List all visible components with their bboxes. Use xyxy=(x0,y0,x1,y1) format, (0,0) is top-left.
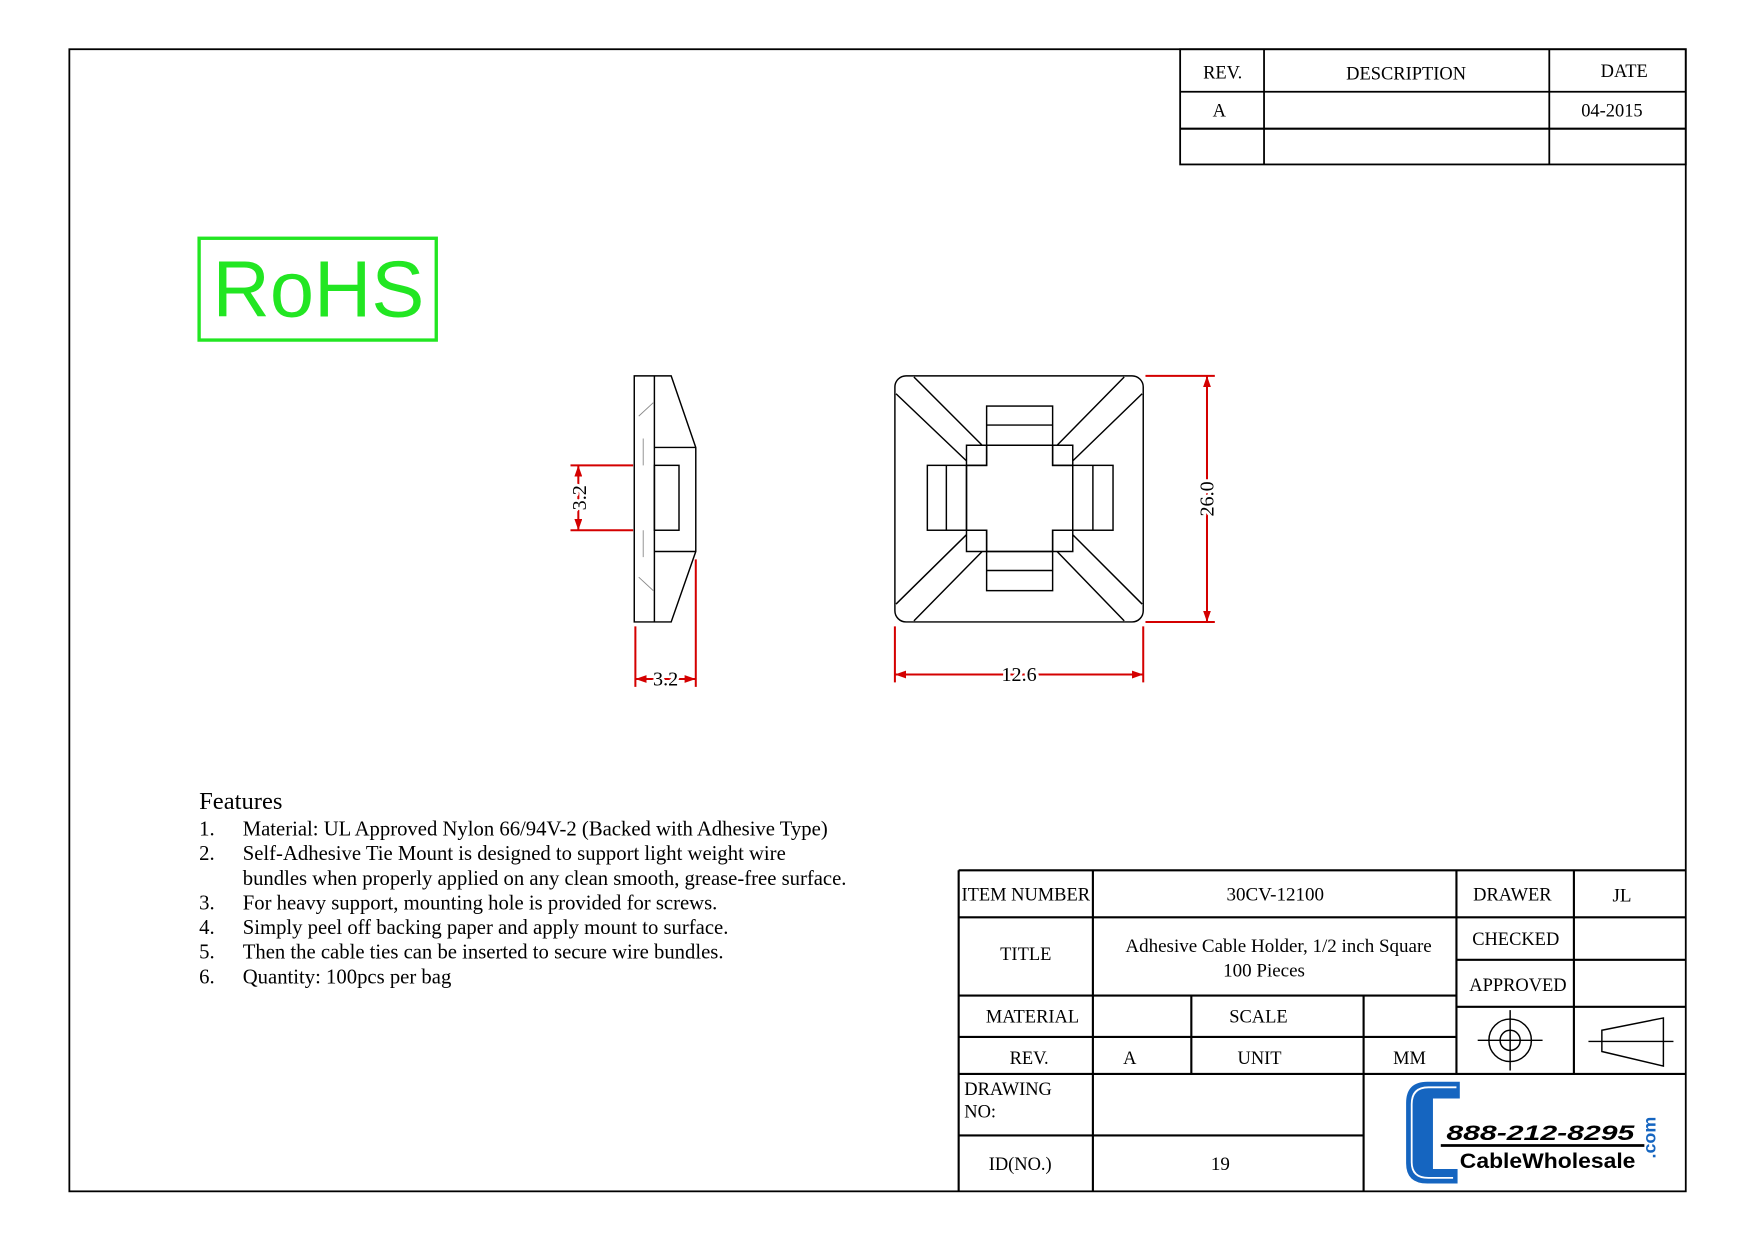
revision-row-date: 04-2015 xyxy=(1581,100,1643,121)
feature-text: For heavy support, mounting hole is provided for screws. xyxy=(242,892,718,915)
feature-number: 1. xyxy=(199,818,215,841)
unit-label: UNIT xyxy=(1237,1047,1282,1068)
revision-row-rev: A xyxy=(1212,100,1226,121)
side-view-outline xyxy=(634,376,696,622)
revision-table xyxy=(1180,49,1686,164)
rev-column-header: REV. xyxy=(1203,62,1243,83)
unit-value: MM xyxy=(1393,1047,1426,1068)
front-view-ribs xyxy=(896,377,1142,621)
item-number-label: ITEM NUMBER xyxy=(961,884,1091,905)
feature-number: 2. xyxy=(199,843,215,866)
title-label: TITLE xyxy=(1000,943,1052,964)
title-block xyxy=(959,870,1686,1191)
dimension-front-width xyxy=(895,626,1143,686)
feature-number: 3. xyxy=(199,892,215,915)
rev-label: REV. xyxy=(1009,1047,1049,1068)
feature-text: Quantity: 100pcs per bag xyxy=(242,966,452,989)
feature-text: Simply peel off backing paper and apply mount to surface. xyxy=(242,917,729,940)
features-heading: Features xyxy=(199,787,283,815)
cablewholesale-logo xyxy=(1406,1082,1659,1184)
drawer-label: DRAWER xyxy=(1473,884,1552,905)
drawing-no-label-line-1: DRAWING xyxy=(964,1079,1052,1100)
front-view-corner-notches xyxy=(966,445,1072,551)
dimension-value: 3.2 xyxy=(569,485,592,511)
dimension-side-slot-height xyxy=(569,465,633,530)
logo-phone: 888-212-8295 xyxy=(1446,1120,1636,1145)
dimension-value: 12.6 xyxy=(1001,664,1037,687)
drawing-border xyxy=(69,49,1685,1191)
rohs-mark xyxy=(199,238,436,340)
id-value: 19 xyxy=(1210,1154,1230,1176)
approved-label: APPROVED xyxy=(1469,975,1567,996)
front-view xyxy=(895,376,1143,622)
front-view-center-cross xyxy=(966,445,1072,551)
rev-value: A xyxy=(1123,1047,1137,1068)
drawing-no-label-line-2: NO: xyxy=(964,1101,997,1122)
dimension-value: 26.0 xyxy=(1196,481,1219,517)
dimension-front-height xyxy=(1145,376,1218,622)
logo-name: CableWholesale xyxy=(1459,1148,1636,1173)
drawer-value: JL xyxy=(1612,885,1632,907)
feature-text-continued: bundles when properly applied on any clean smooth, grease-free surface. xyxy=(242,867,847,890)
title-value-line-1: Adhesive Cable Holder, 1/2 inch Square xyxy=(1125,935,1432,957)
title-value-line-2: 100 Pieces xyxy=(1223,960,1305,982)
logo-domain: .com xyxy=(1639,1116,1660,1159)
feature-number: 5. xyxy=(199,941,215,964)
side-view-hidden-lines xyxy=(639,403,654,591)
dimension-value: 3.2 xyxy=(653,668,679,691)
id-label: ID(NO.) xyxy=(988,1154,1052,1175)
projection-crosshair xyxy=(1478,1010,1543,1070)
material-label: MATERIAL xyxy=(985,1006,1080,1027)
scale-label: SCALE xyxy=(1229,1006,1288,1027)
side-view xyxy=(634,376,696,622)
side-view-inner-edges xyxy=(654,376,695,622)
side-view-tie-slot xyxy=(654,465,679,530)
feature-text: Then the cable ties can be inserted to secure wire bundles. xyxy=(242,941,724,964)
feature-text: Material: UL Approved Nylon 66/94V-2 (Backed with Adhesive Type) xyxy=(242,818,828,841)
features-section xyxy=(199,788,846,989)
feature-number: 4. xyxy=(199,917,215,940)
description-column-header: DESCRIPTION xyxy=(1346,63,1467,84)
projection-symbol-icon xyxy=(1478,1010,1674,1070)
item-number-value: 30CV-12100 xyxy=(1226,884,1324,906)
rohs-label: RoHS xyxy=(212,244,425,334)
feature-number: 6. xyxy=(199,966,215,989)
feature-text: Self-Adhesive Tie Mount is designed to support light weight wire xyxy=(242,843,786,866)
date-column-header: DATE xyxy=(1600,61,1648,82)
checked-label: CHECKED xyxy=(1472,929,1560,950)
front-view-base xyxy=(895,376,1143,622)
